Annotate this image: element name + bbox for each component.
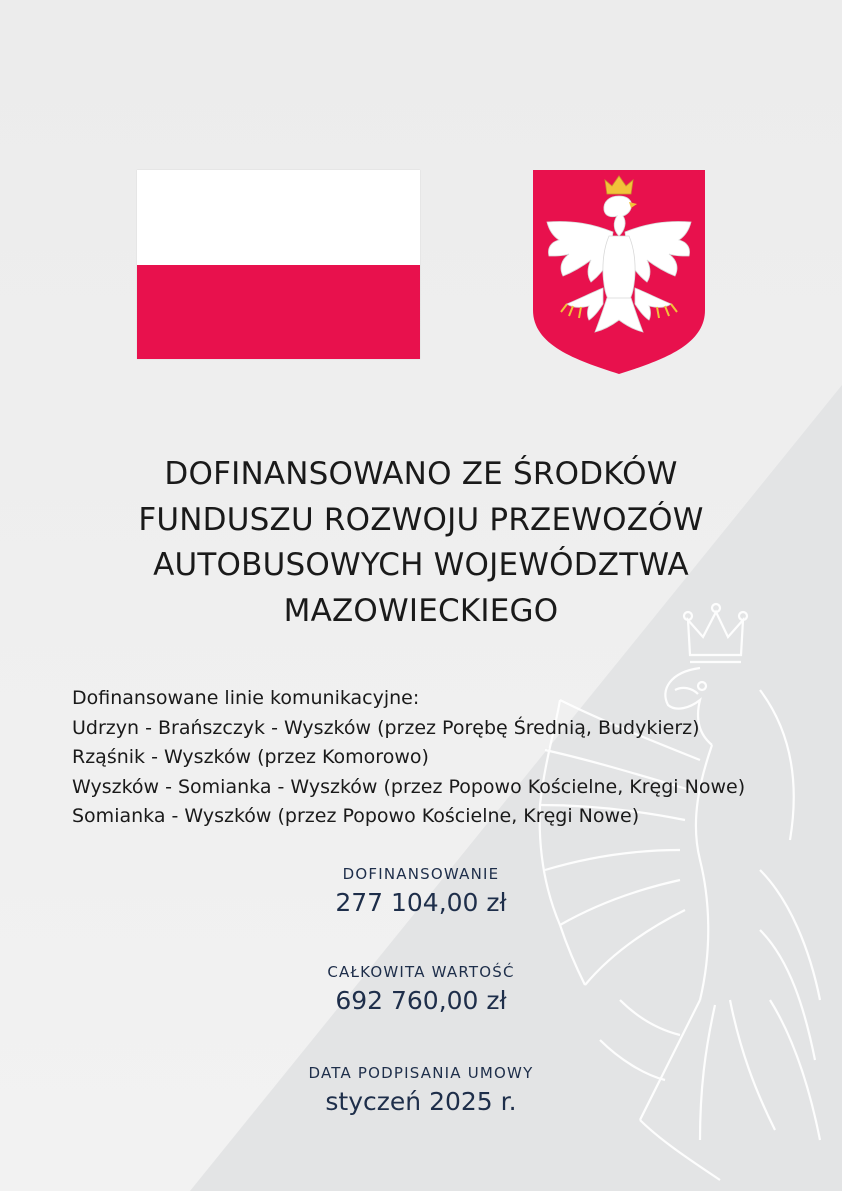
agreement-label: DATA PODPISANIA UMOWY (308, 1064, 534, 1082)
title-line: FUNDUSZU ROZWOJU PRZEWOZÓW (138, 501, 704, 538)
coat-of-arms-icon (533, 170, 705, 374)
agreement-date-block (0, 1063, 842, 1119)
total-label: CAŁKOWITA WARTOŚĆ (327, 963, 515, 981)
title-line: MAZOWIECKIEGO (283, 592, 559, 629)
list-item: Udrzyn - Brańszczyk - Wyszków (przez Porębę Średnią, Budykierz) (72, 716, 700, 739)
flag-red-stripe (137, 265, 420, 359)
title-line: DOFINANSOWANO ZE ŚRODKÓW (164, 456, 678, 492)
list-item: Wyszków - Somianka - Wyszków (przez Popowo Kościelne, Kręgi Nowe) (72, 775, 746, 798)
total-value: 692 760,00 zł (335, 986, 507, 1015)
list-item: Somianka - Wyszków (przez Popowo Kościelne, Kręgi Nowe) (72, 805, 640, 827)
list-title: Dofinansowane linie komunikacyjne: (72, 687, 420, 709)
agreement-value: styczeń 2025 r. (325, 1087, 517, 1116)
funded-lines-list (72, 684, 812, 832)
total-value-block (0, 962, 842, 1018)
funding-label: DOFINANSOWANIE (342, 865, 500, 883)
funding-block (0, 864, 842, 920)
page-title (60, 452, 782, 634)
list-item: Rząśnik - Wyszków (przez Komorowo) (72, 746, 429, 768)
funding-value: 277 104,00 zł (335, 888, 507, 917)
polish-flag (137, 170, 420, 359)
title-line: AUTOBUSOWYCH WOJEWÓDZTWA (153, 547, 689, 583)
flag-white-stripe (137, 170, 420, 265)
